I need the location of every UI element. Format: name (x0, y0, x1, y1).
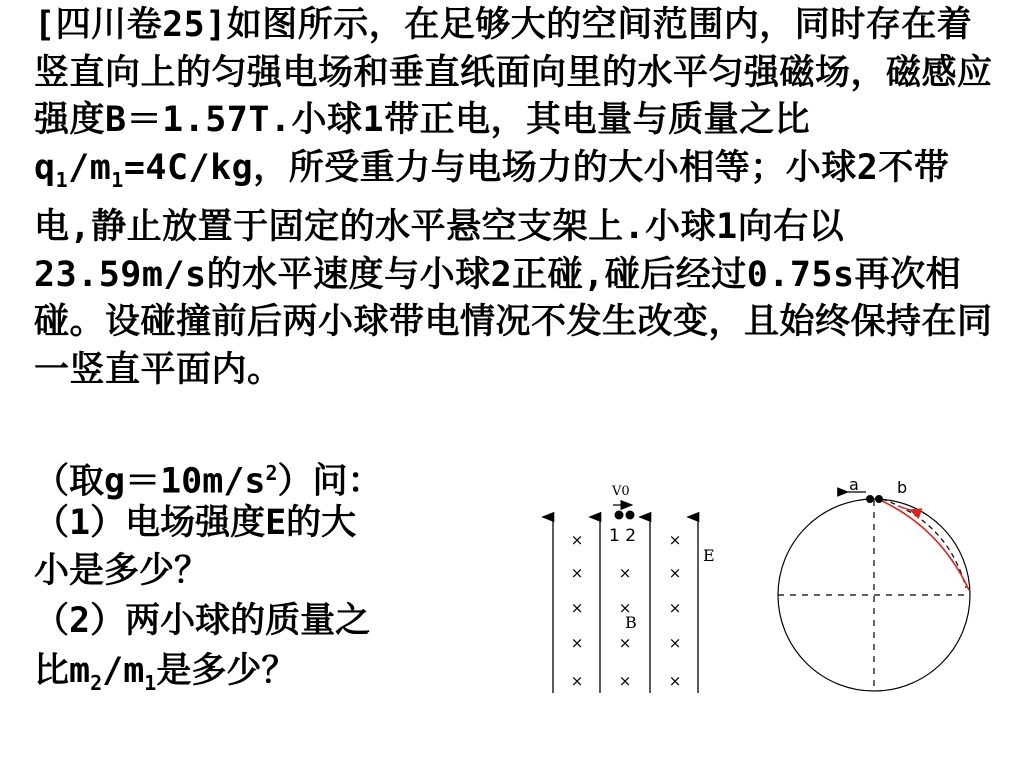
b-field-label: B (625, 613, 637, 632)
question-1-line-2: 小是多少？ (34, 551, 210, 591)
cross-mark: × (570, 564, 584, 582)
subscript-m2: 2 (90, 671, 103, 695)
problem-text-2: /m (68, 147, 112, 188)
trajectory-diagram (760, 470, 990, 705)
cross-mark: × (570, 531, 584, 549)
subscript-m1: 1 (111, 167, 124, 192)
question-2-line-1: （2）两小球的质量之 (34, 601, 371, 641)
ball-1 (615, 511, 624, 520)
cross-mark: × (618, 672, 632, 690)
e-field-label: E (703, 546, 715, 565)
cross-mark: × (618, 599, 632, 617)
cross-mark: × (570, 672, 584, 690)
subscript-q1: 1 (55, 167, 69, 192)
given-line (34, 450, 383, 506)
cross-mark: × (618, 634, 632, 652)
ball-2 (626, 511, 635, 520)
v0-label: V0 (612, 484, 630, 499)
problem-statement (34, 2, 999, 394)
label-b: b (897, 478, 908, 497)
given-prefix: （取g＝10m/s (34, 461, 266, 502)
cross-mark: × (668, 672, 682, 690)
cross-mark: × (570, 634, 584, 652)
question-1-line-1: （1）电场强度E的大 (34, 503, 357, 543)
cross-mark: × (570, 599, 584, 617)
ball-b (875, 495, 883, 503)
question-2-line-2 (34, 648, 296, 708)
superscript-2: 2 (265, 461, 278, 485)
label-a: a (849, 475, 859, 494)
q2-suffix: 是多少？ (156, 651, 297, 691)
red-arrow-icon (898, 506, 910, 510)
problem-text-3: =4C/kg，所受重力与电场力的大小相等；小球2不带电,静止放置于固定的水平悬空支架上.小球1向右以23.59m/s的水平速度与小球2正碰,碰后经过0.75s再次相碰。设碰撞前后两小球带电情况不发生改变，且始终保持在同一竖直平面内。 (34, 147, 993, 390)
cross-mark: × (668, 564, 682, 582)
ball-a (866, 495, 874, 503)
ball-labels: 1 2 (609, 526, 637, 546)
cross-mark: × (668, 599, 682, 617)
problem-text-1: [四川卷25]如图所示，在足够大的空间范围内，同时存在着竖直向上的匀强电场和垂直纸面向里的水平匀强磁场，磁感应强度B＝1.57T.小球1带正电，其电量与质量之比q (34, 5, 993, 188)
q2-prefix: 比m (34, 651, 91, 691)
cross-mark: × (668, 634, 682, 652)
cross-mark: × (618, 564, 632, 582)
q2-mid: /m (102, 651, 145, 691)
field-diagram (540, 475, 725, 695)
given-suffix: ）问： (277, 461, 383, 502)
subscript-m1-b: 1 (144, 671, 157, 695)
cross-mark: × (668, 531, 682, 549)
